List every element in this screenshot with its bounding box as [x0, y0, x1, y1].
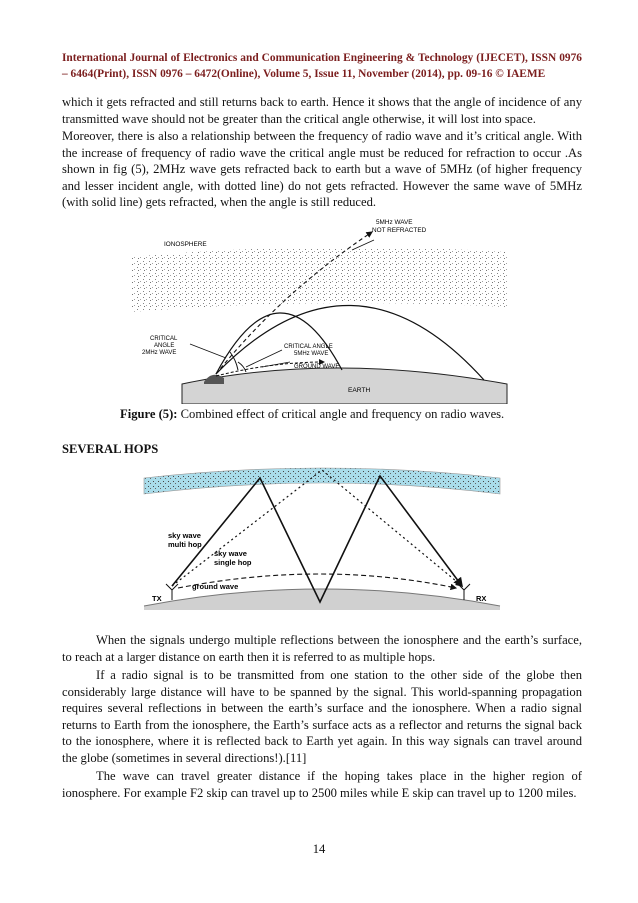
intro-paragraph-1: which it gets refracted and still returns back to earth. Hence it shows that the angle of incidence of any transmitted wave should not be greater than the critical angle otherwise, it will lost into space. [62, 95, 582, 126]
label-sky-multi-1: sky wave [168, 531, 201, 540]
label-critical-1: CRITICAL [150, 336, 178, 342]
several-hops-diagram [142, 460, 502, 610]
caption-text: Combined effect of critical angle and frequency on radio waves. [177, 407, 505, 421]
journal-header: International Journal of Electronics and Communication Engineering & Technology (IJECET), ISSN 0976 – 6464(Print), ISSN 0976 – 6472(Online), Volume 5, Issue 11, November (2014), pp. 09-16 © IAEME [62, 52, 582, 80]
label-not-refracted-1: 5MHz WAVE [376, 219, 413, 226]
label-critical-2: ANGLE [154, 343, 175, 349]
earth-surface [182, 368, 507, 404]
label-critical-3: 2MHz WAVE [142, 350, 177, 356]
transmitter-mound [204, 375, 224, 384]
intro-paragraph-2: Moreover, there is also a relationship between the frequency of radio wave and it’s critical angle. With the increase of frequency of radio wave the critical angle must be reduced for refraction to occur .As shown in fig (5), 2MHz wave gets refracted back to earth but a wave of 5MHz (of higher frequency and lesser incident angle, with dotted line) do not gets refracted. However the same wave of 5MHz (with solid line) gets refracted, when the angle is still reduced. [62, 129, 582, 210]
body-paragraph-1: When the signals undergo multiple reflections between the ionosphere and the earth’s surface, to reach at a larger distance on earth then it is referred to as multiple hops. [62, 633, 582, 664]
label-sky-multi-2: multi hop [168, 540, 202, 549]
label-ground-wave: GROUND WAVE [294, 364, 340, 370]
body-paragraph-3: The wave can travel greater distance if the hoping takes place in the higher region of ionosphere. For example F2 skip can travel up to 2500 miles while E skip can travel up to 1200 miles. [62, 769, 582, 800]
body-paragraph-2: If a radio signal is to be transmitted from one station to the other side of the globe then considerably large distance will have to be spanned by the signal. This world-spanning propagation requires several reflections in between the earth’s surface and the ionosphere. When a radio signal returns to Earth from the ionosphere, the Earth’s surface acts as a reflector and returns the signal back to the ionosphere, where it is reflected back to Earth yet again. In this way signals can travel around the globe (sometimes in several directions!).[11] [62, 668, 582, 765]
label-earth: EARTH [348, 387, 371, 394]
label-critical5-1: CRITICAL ANGLE [284, 344, 333, 350]
label-not-refracted-2: NOT REFRACTED [372, 227, 427, 234]
ionosphere-layer [144, 468, 500, 494]
label-sky-single-1: sky wave [214, 549, 247, 558]
rx-antenna-icon [458, 584, 470, 600]
ionosphere-band [132, 247, 507, 312]
label-rx: RX [476, 594, 487, 603]
label-tx: TX [152, 594, 162, 603]
page-number: 14 [312, 842, 326, 856]
figure-5-diagram [112, 212, 522, 404]
tx-antenna-icon [166, 584, 178, 600]
label-sky-single-2: single hop [214, 558, 252, 567]
caption-label: Figure (5): [120, 407, 178, 421]
section-heading: SEVERAL HOPS [62, 442, 159, 456]
label-ionosphere: IONOSPHERE [164, 241, 207, 248]
label-critical5-2: 5MHz WAVE [294, 351, 329, 357]
label-ground-wave: ground wave [192, 582, 239, 591]
figure-5-caption [120, 407, 504, 422]
